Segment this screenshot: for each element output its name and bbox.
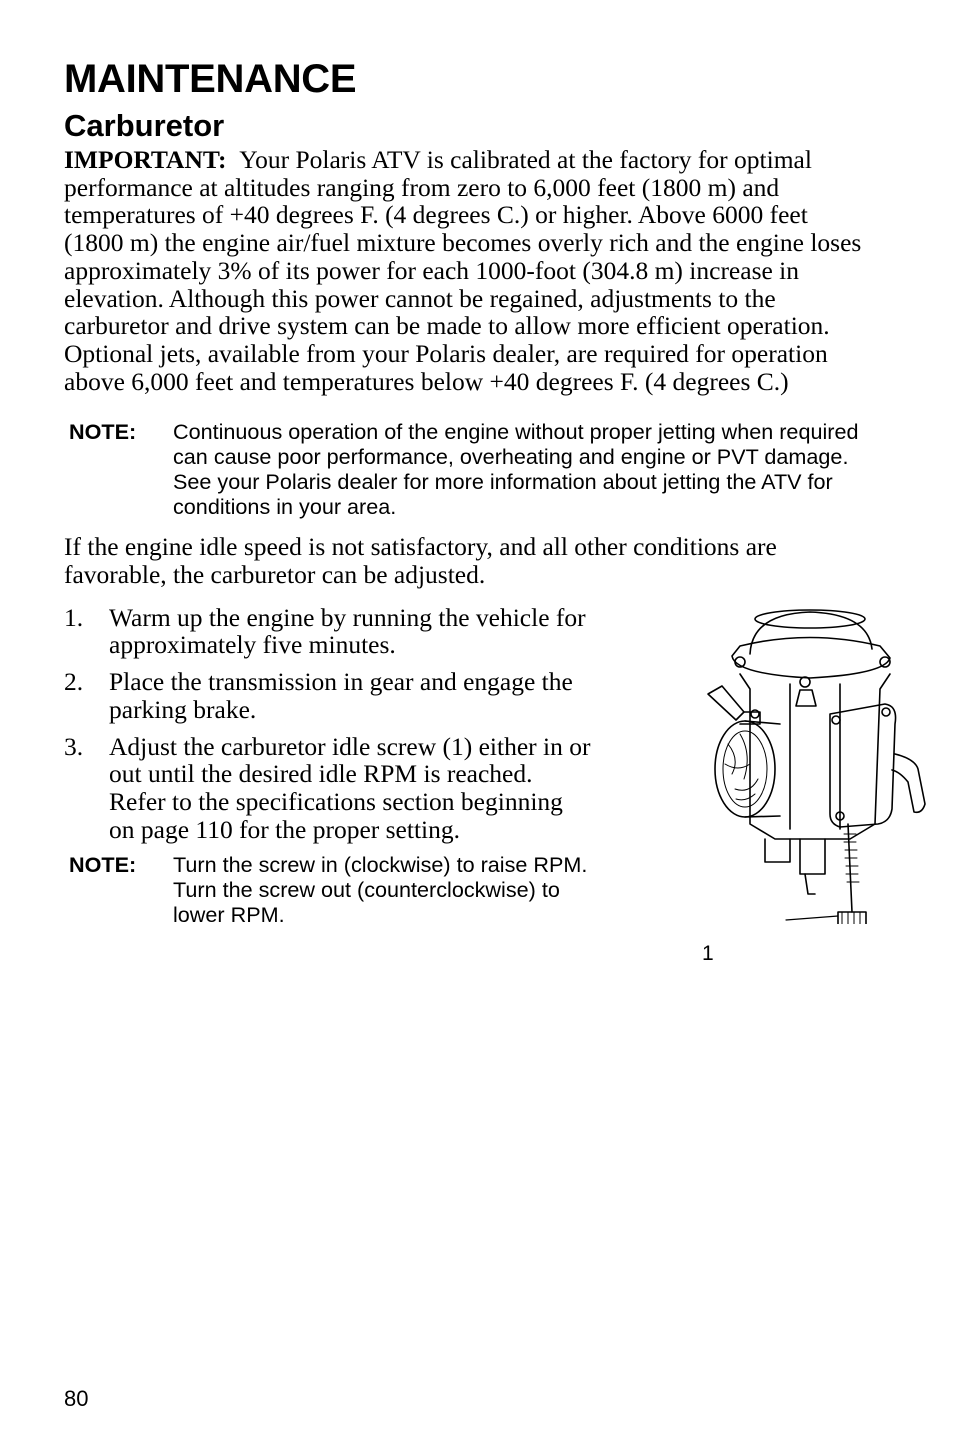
right-hose [892,754,925,812]
list-item [64,733,594,844]
left-fitting [708,686,744,720]
step-text: Adjust the carburetor idle screw (1) either in or out until the desired idle RPM is reached. Refer to the specifications section beginning on page 110 for the proper setting. [109,731,591,844]
cap-dome [750,612,872,654]
important-label: IMPORTANT: [64,145,227,174]
idle-adjust-paragraph: If the engine idle speed is not satisfactory, and all other conditions are favorable, the carburetor can be adjusted. [64,532,777,590]
intake-face [715,721,775,817]
step-number: 2. [64,667,84,697]
figure-callout-label: 1 [702,942,714,965]
step-number: 1. [64,602,84,632]
note-label: NOTE: [69,419,137,445]
note-text: Continuous operation of the engine without proper jetting when required can cause poor performance, overheating and engine or PVT damage. See your Polaris dealer for more information about jetting the ATV for conditions in your area. [173,419,859,520]
idle-screw-shaft [848,824,852,912]
steps-list [64,604,594,844]
note-text: Turn the screw in (clockwise) to raise RPM. Turn the screw out (counterclockwise) to lower RPM. [173,852,588,928]
callout-leader [786,916,838,920]
note-label: NOTE: [69,852,137,878]
important-paragraph [64,146,864,395]
list-item [64,668,594,723]
step-number: 3. [64,731,84,761]
important-text: Your Polaris ATV is calibrated at the factory for optimal performance at altitudes ranging from zero to 6,000 feet (1800 m) and temperatures of +40 degrees F. (4 degrees C.) or higher. Above 6000 feet (1800 m) the engine air/fuel mixture becomes overly rich and the engine loses approximately 3% of its power for each 1000-foot (304.8 m) increase in elevation. Although this power cannot be regained, adjustments to the carburetor and drive system can be made to allow more efficient operation. Optional jets, available from your Polaris dealer, are required for operation above 6,000 feet and temperatures below +40 degrees F. (4 degrees C.) [64,145,862,396]
steps-section [64,604,864,928]
subsection-title: Carburetor [64,108,225,143]
step-text: Warm up the engine by running the vehicle for approximately five minutes. [109,602,586,660]
carburetor-illustration [640,594,940,924]
page-number: 80 [64,1386,89,1411]
cap-flange [732,637,890,678]
step-text: Place the transmission in gear and engage the parking brake. [109,667,573,724]
list-item [64,604,594,659]
note-jetting [64,419,864,519]
section-title: MAINTENANCE [64,57,357,101]
note-screw [64,852,604,927]
page-content [64,56,864,927]
